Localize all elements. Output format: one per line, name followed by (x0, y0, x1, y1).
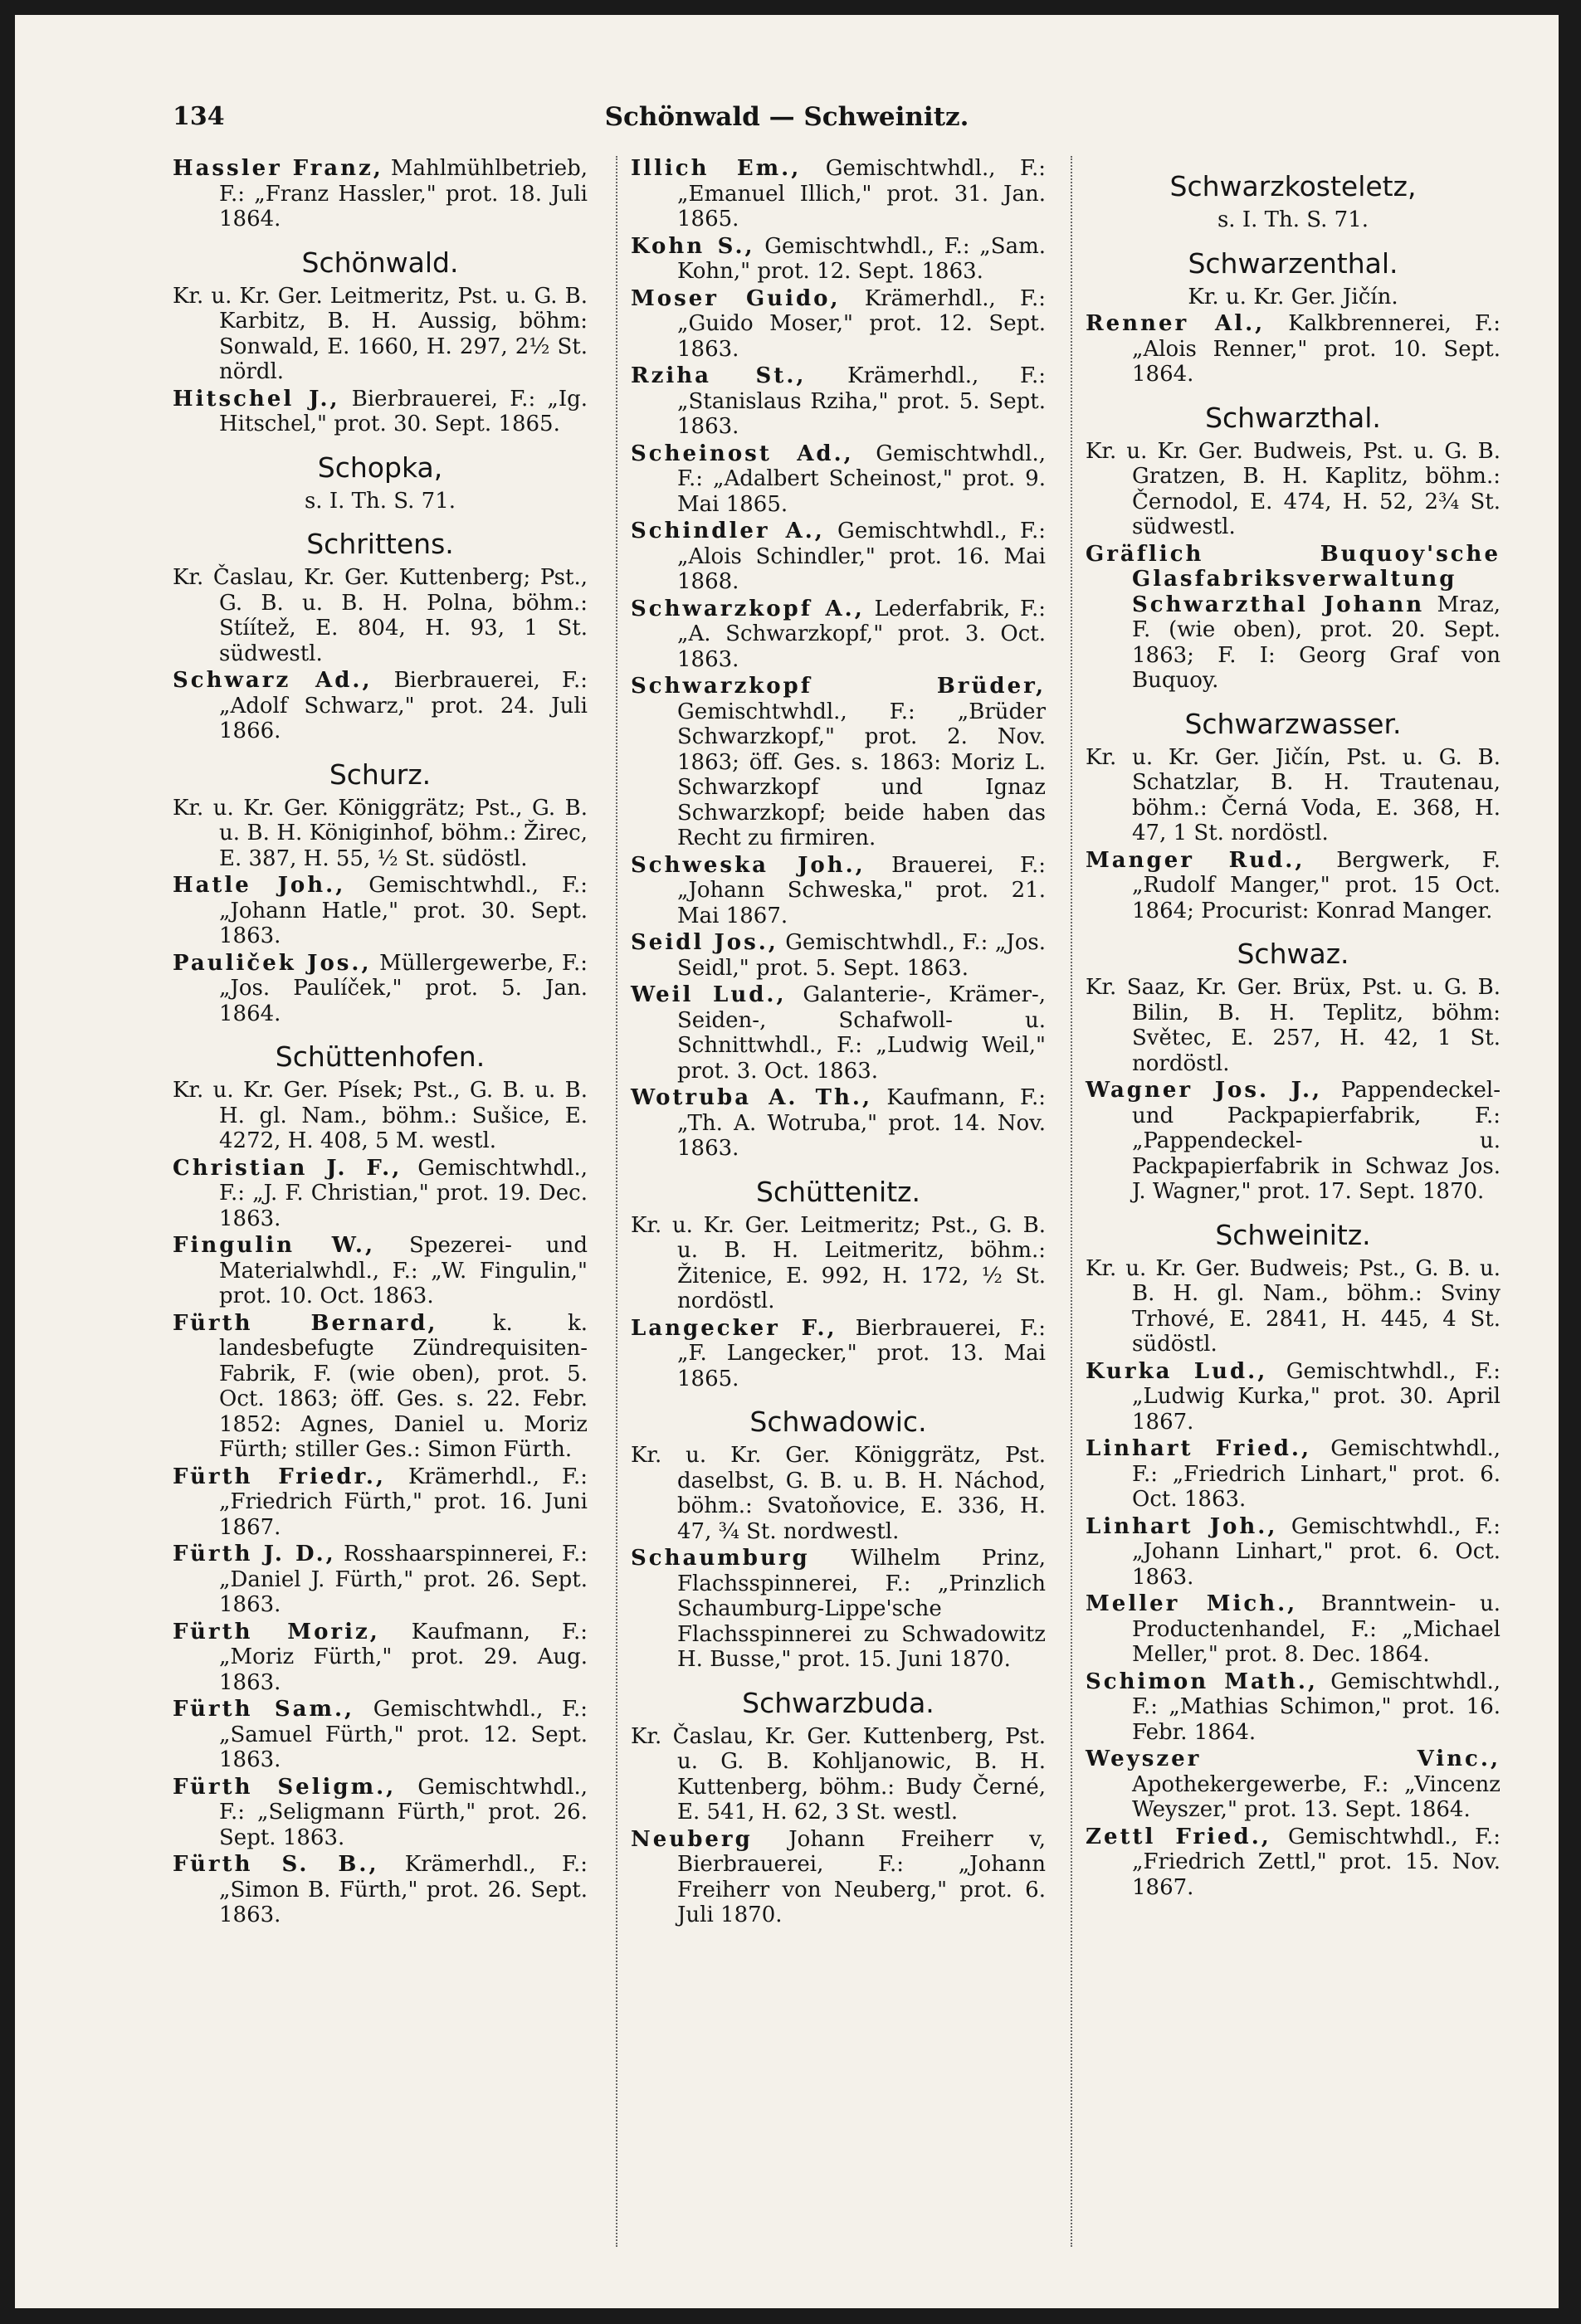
entry-name: Schimon Math., (1086, 1669, 1318, 1694)
entry-name: Scheinost Ad., (631, 441, 854, 466)
directory-entry (1086, 1825, 1500, 1901)
entry-name: Illich Em., (631, 156, 802, 181)
place-heading: Schurz. (329, 758, 432, 791)
entry-name: Fürth Sam., (173, 1697, 355, 1722)
entry-text: Kr. u. Kr. Ger. Jičín, Pst. u. G. B. Schatzlar, B. H. Trautenau, böhm.: Černá Voda, E. 368, H. 47, 1 St. nordöstl. (1086, 744, 1500, 845)
entry-text: Wilhelm Prinz, Flachsspinnerei, F.: „Prinzlich Schaumburg-Lippe'sche Flachsspinnerei zu Schwadowitz H. Busse," prot. 15. Juni 1870. (677, 1546, 1046, 1672)
entry-name: Meller Mich., (1086, 1591, 1298, 1616)
entry-name: Schwarz Ad., (173, 668, 373, 693)
directory-entry (173, 951, 588, 1027)
entry-text: Gemischtwhdl., F.: „Alois Schindler," prot. 16. Mai 1868. (677, 519, 1046, 594)
column-3 (1071, 156, 1500, 2247)
entry-text: Gemischtwhdl., F.: „Ludwig Kurka," prot. 30. April 1867. (1132, 1358, 1500, 1435)
entry-name: Hatle Joh., (173, 873, 346, 898)
place-subheading: s. I. Th. S. 71. (1217, 207, 1369, 232)
entry-text: Apothekergewerbe, F.: „Vincenz Weyszer," prot. 13. Sept. 1864. (1132, 1771, 1500, 1822)
page-header (173, 102, 1401, 144)
entry-text: Kr. u. Kr. Ger. Písek; Pst., G. B. u. B. H. gl. Nam., böhm.: Sušice, E. 4272, H. 408, 5 M. westl. (173, 1078, 588, 1153)
entry-name: Weil Lud., (631, 982, 787, 1007)
directory-entry (1086, 1591, 1500, 1668)
place-heading: Schwarzbuda. (742, 1686, 934, 1719)
directory-entry (1086, 1078, 1500, 1205)
entry-name: Fürth Seligm., (173, 1774, 397, 1800)
entry-text: Gemischtwhdl., F.: „Samuel Fürth," prot. 12. Sept. 1863. (219, 1697, 588, 1772)
directory-entry (631, 1546, 1046, 1673)
directory-entry (1086, 1747, 1500, 1823)
directory-entry (1086, 745, 1500, 846)
entry-text: Gemischtwhdl., F.: „Jos. Seidl," prot. 5. Sept. 1863. (677, 930, 1046, 981)
entry-name: Fürth Friedr., (173, 1464, 386, 1489)
entry-text: Gemischtwhdl., F.: „Mathias Schimon," prot. 16. Febr. 1864. (1132, 1669, 1500, 1745)
entry-name: Manger Rud., (1086, 847, 1305, 873)
directory-entry (631, 519, 1046, 595)
directory-entry (173, 1852, 588, 1928)
directory-entry (1086, 1359, 1500, 1435)
entry-name: Schaumburg (631, 1546, 810, 1571)
entry-name: Fürth J. D., (173, 1542, 336, 1566)
directory-entry (1086, 311, 1500, 387)
place-heading: Schüttenhofen. (275, 1040, 486, 1073)
entry-text: Gemischtwhdl., F.: „Johann Hatle," prot. 30. Sept. 1863. (219, 873, 588, 948)
entry-text: Gemischtwhdl., F.: „Friedrich Zettl," prot. 15. Nov. 1867. (1132, 1824, 1500, 1900)
entry-text: Johann Freiherr v, Bierbrauerei, F.: „Johann Freiherr von Neuberg," prot. 6. Juli 1870. (677, 1826, 1046, 1927)
entry-name: Kurka Lud., (1086, 1358, 1268, 1384)
directory-entry (631, 1316, 1046, 1392)
entry-text: Kr. u. Kr. Ger. Königgrätz; Pst., G. B. u. B. H. Königinhof, böhm.: Žirec, E. 387, H. 55, ½ St. südöstl. (173, 795, 588, 871)
place-heading: Schwarzenthal. (1188, 246, 1398, 280)
page-number: 134 (173, 102, 225, 131)
entry-text: Kr. Časlau, Kr. Ger. Kuttenberg, Pst. u. G. B. Kohljanowic, B. H. Kuttenberg, böhm.: Budy Černé, E. 541, H. 62, 3 St. westl. (631, 1723, 1046, 1825)
entry-text: Krämerhdl., F.: „Simon B. Fürth," prot. 26. Sept. 1863. (219, 1852, 588, 1927)
entry-text: Kaufmann, F.: „Moriz Fürth," prot. 29. Aug. 1863. (219, 1619, 588, 1695)
place-heading: Schwarzthal. (1205, 401, 1381, 434)
entry-name: Schwarzkopf A., (631, 596, 865, 621)
entry-text: Bierbrauerei, F.: „F. Langecker," prot. 13. Mai 1865. (677, 1315, 1046, 1391)
entry-name: Wagner Jos. J., (1086, 1078, 1323, 1103)
entry-text: Kr. u. Kr. Ger. Königgrätz, Pst. daselbst, G. B. u. B. H. Náchod, böhm.: Svatoňovice, E. 336, H. 47, ¾ St. nordwestl. (631, 1443, 1046, 1544)
entry-text: Kr. Časlau, Kr. Ger. Kuttenberg; Pst., G. B. u. B. H. Polna, böhm.: Stíítež, E. 804, H. 93, 1 St. südwestl. (173, 565, 588, 666)
entry-name: Rziha St., (631, 363, 807, 388)
place-subheading: Kr. u. Kr. Ger. Jičín. (1188, 284, 1398, 309)
place-heading: Schüttenitz. (756, 1175, 920, 1208)
entry-name: Schindler A., (631, 519, 825, 543)
entry-text: Krämerhdl., F.: „Friedrich Fürth," prot. 16. Juni 1867. (219, 1464, 588, 1540)
directory-entry (631, 286, 1046, 363)
directory-entry (173, 1156, 588, 1232)
entry-text: Mahlmühlbetrieb, F.: „Franz Hassler," prot. 18. Juli 1864. (219, 156, 588, 231)
entry-text: Gemischtwhdl., F.: „Johann Linhart," prot. 6. Oct. 1863. (1132, 1513, 1500, 1590)
entry-name: Weyszer Vinc., (1086, 1747, 1500, 1771)
directory-entry (173, 1233, 588, 1309)
entry-name: Fürth Bernard, (173, 1310, 438, 1336)
entry-text: Lederfabrik, F.: „A. Schwarzkopf," prot. 3. Oct. 1863. (677, 596, 1046, 672)
directory-entry (631, 597, 1046, 673)
directory-entry (631, 674, 1046, 851)
directory-entry (631, 156, 1046, 232)
place-heading: Schwarzwasser. (1184, 707, 1402, 740)
entry-text: Rosshaarspinnerei, F.: „Daniel J. Fürth," prot. 26. Sept. 1863. (219, 1542, 588, 1617)
directory-entry (173, 1464, 588, 1541)
entry-name: Fingulin W., (173, 1233, 376, 1258)
place-heading: Schwadowic. (749, 1406, 927, 1438)
place-subheading: s. I. Th. S. 71. (304, 488, 456, 514)
entry-text: Kalkbrennerei, F.: „Alois Renner," prot. 10. Sept. 1864. (1132, 311, 1500, 387)
entry-name: Langecker F., (631, 1315, 837, 1341)
place-heading: Schwarzkosteletz, (1169, 170, 1417, 202)
directory-entry (173, 1697, 588, 1773)
directory-entry (1086, 848, 1500, 924)
entry-name: Fürth S. B., (173, 1852, 379, 1877)
directory-entry (173, 387, 588, 437)
directory-entry (173, 1078, 588, 1154)
directory-entry (1086, 1256, 1500, 1357)
place-heading: Schönwald. (301, 246, 459, 279)
place-heading: Schwaz. (1237, 938, 1349, 970)
entry-name: Pauliček Jos., (173, 950, 372, 976)
directory-entry (173, 1542, 588, 1618)
entry-text: Brauerei, F.: „Johann Schweska," prot. 21. Mai 1867. (677, 852, 1047, 928)
entry-name: Zettl Fried., (1086, 1824, 1271, 1849)
entry-text: Gemischtwhdl., F.: „Adalbert Scheinost," prot. 9. Mai 1865. (677, 441, 1046, 517)
directory-entry (173, 668, 588, 744)
entry-name: Seidl Jos., (631, 930, 778, 955)
entry-name: Linhart Fried., (1086, 1436, 1311, 1461)
entry-text: Kr. u. Kr. Ger. Budweis, Pst. u. G. B. Gratzen, B. H. Kaplitz, böhm.: Černodol, E. 474, H. 52, 2¾ St. südwestl. (1086, 438, 1500, 539)
directory-entry (173, 284, 588, 385)
entry-name: Moser Guido, (631, 285, 841, 311)
entry-text: Gemischtwhdl., F.: „Seligmann Fürth," prot. 26. Sept. 1863. (219, 1774, 588, 1850)
running-head: Schönwald — Schweinitz. (604, 102, 969, 132)
entry-name: Neuberg (631, 1826, 753, 1852)
entry-text: Kr. u. Kr. Ger. Leitmeritz; Pst., G. B. u. B. H. Leitmeritz, böhm.: Žitenice, E. 992, H. 172, ½ St. nordöstl. (631, 1212, 1046, 1313)
directory-entry (1086, 1436, 1500, 1513)
directory-entry (631, 1213, 1046, 1314)
directory-entry (631, 1443, 1046, 1544)
entry-text: Pappendeckel- und Packpapierfabrik, F.: „Pappendeckel- u. Packpapierfabrik in Schwaz Jos. J. Wagner," prot. 17. Sept. 1870. (1132, 1078, 1500, 1204)
entry-text: Galanterie-, Krämer-, Seiden-, Schafwoll- u. Schnittwhdl., F.: „Ludwig Weil," prot. 3. Oct. 1863. (677, 982, 1046, 1084)
entry-name: Wotruba A. Th., (631, 1085, 872, 1110)
directory-entry (631, 853, 1046, 929)
directory-entry (631, 930, 1046, 981)
entry-text: Gemischtwhdl., F.: „Sam. Kohn," prot. 12. Sept. 1863. (677, 233, 1046, 284)
entry-name: Fürth Moriz, (173, 1619, 380, 1644)
directory-entry (173, 1620, 588, 1696)
entry-name: Kohn S., (631, 233, 755, 259)
entry-text: Bierbrauerei, F.: „Ig. Hitschel," prot. 30. Sept. 1865. (219, 386, 588, 436)
entry-text: Gemischtwhdl., F.: „Brüder Schwarzkopf," prot. 2. Nov. 1863; öff. Ges. s. 1863: Moriz L. Schwarzkopf und Ignaz Schwarzkopf; beide haben das Recht zu firmiren. (677, 699, 1046, 850)
directory-entry (631, 982, 1046, 1084)
entry-text: Bergwerk, F. „Rudolf Manger," prot. 15 Oct. 1864; Procurist: Konrad Manger. (1132, 847, 1500, 923)
entry-text: Spezerei- und Materialwhdl., F.: „W. Fingulin," prot. 10. Oct. 1863. (219, 1233, 588, 1308)
entry-text: Krämerhdl., F.: „Guido Moser," prot. 12. Sept. 1863. (677, 285, 1047, 362)
entry-text: Kaufmann, F.: „Th. A. Wotruba," prot. 14. Nov. 1863. (677, 1085, 1046, 1161)
entry-text: k. k. landesbefugte Zündrequisiten-Fabrik, F. (wie oben), prot. 5. Oct. 1863; öff. Ges. s. 22. Febr. 1852: Agnes, Daniel u. Moriz Fürth; stiller Ges.: Simon Fürth. (219, 1310, 588, 1462)
entry-text: Gemischtwhdl., F.: „Friedrich Linhart," prot. 6. Oct. 1863. (1132, 1436, 1500, 1512)
entry-text: Kr. u. Kr. Ger. Leitmeritz, Pst. u. G. B. Karbitz, B. H. Aussig, böhm: Sonwald, E. 1660, H. 297, 2½ St. nördl. (173, 283, 588, 384)
entry-text: Krämerhdl., F.: „Stanislaus Rziha," prot. 5. Sept. 1863. (677, 363, 1046, 439)
entry-name: Hassler Franz, (173, 156, 383, 181)
entry-name: Schweska Joh., (631, 852, 866, 878)
directory-entry (631, 363, 1046, 440)
entry-text: Müllergewerbe, F.: „Jos. Paulíček," prot. 5. Jan. 1864. (219, 950, 588, 1026)
place-heading: Schopka, (317, 451, 443, 484)
directory-entry (173, 1775, 588, 1851)
entry-name: Schwarzkopf Brüder, (631, 674, 1046, 699)
entry-text: Kr. Saaz, Kr. Ger. Brüx, Pst. u. G. B. Bilin, B. H. Teplitz, böhm: Světec, E. 257, H. 42, 1 St. nordöstl. (1086, 975, 1500, 1076)
entry-text: Kr. u. Kr. Ger. Budweis; Pst., G. B. u. B. H. gl. Nam., böhm.: Sviny Trhové, E. 2841, H. 445, 4 St. südöstl. (1086, 1255, 1500, 1357)
directory-entry (1086, 975, 1500, 1076)
entry-text: Mraz, F. (wie oben), prot. 20. Sept. 1863; F. I: Georg Graf von Buquoy. (1132, 592, 1500, 693)
directory-entry (1086, 439, 1500, 540)
entry-text: Gemischtwhdl., F.: „Emanuel Illich," prot. 31. Jan. 1865. (677, 156, 1047, 231)
directory-entry (173, 1311, 588, 1463)
entry-name: Christian J. F., (173, 1155, 403, 1181)
directory-entry (631, 1085, 1046, 1162)
entry-text: Bierbrauerei, F.: „Adolf Schwarz," prot. 24. Juli 1866. (219, 668, 588, 743)
directory-entry (631, 234, 1046, 285)
entry-name: Hitschel J., (173, 386, 340, 412)
entry-text: Gemischtwhdl., F.: „J. F. Christian," prot. 19. Dec. 1863. (219, 1155, 588, 1231)
column-2 (616, 156, 1046, 2247)
entry-name: Linhart Joh., (1086, 1513, 1278, 1539)
directory-entry (1086, 542, 1500, 694)
directory-entry (631, 1724, 1046, 1825)
entry-name: Renner Al., (1086, 311, 1266, 336)
directory-entry (1086, 1669, 1500, 1746)
directory-entry (173, 156, 588, 232)
entry-text: Branntwein- u. Productenhandel, F.: „Michael Meller," prot. 8. Dec. 1864. (1132, 1591, 1500, 1667)
directory-entry (173, 796, 588, 872)
directory-entry (631, 441, 1046, 518)
directory-entry (631, 1827, 1046, 1928)
column-1 (173, 156, 588, 1930)
directory-entry (173, 873, 588, 949)
directory-entry (1086, 1514, 1500, 1591)
directory-entry (173, 565, 588, 666)
place-heading: Schweinitz. (1215, 1218, 1371, 1251)
place-heading: Schrittens. (306, 528, 454, 560)
entry-name: Gräflich Buquoy'sche Glasfabriksverwaltung Schwarzthal Johann (1086, 541, 1500, 617)
